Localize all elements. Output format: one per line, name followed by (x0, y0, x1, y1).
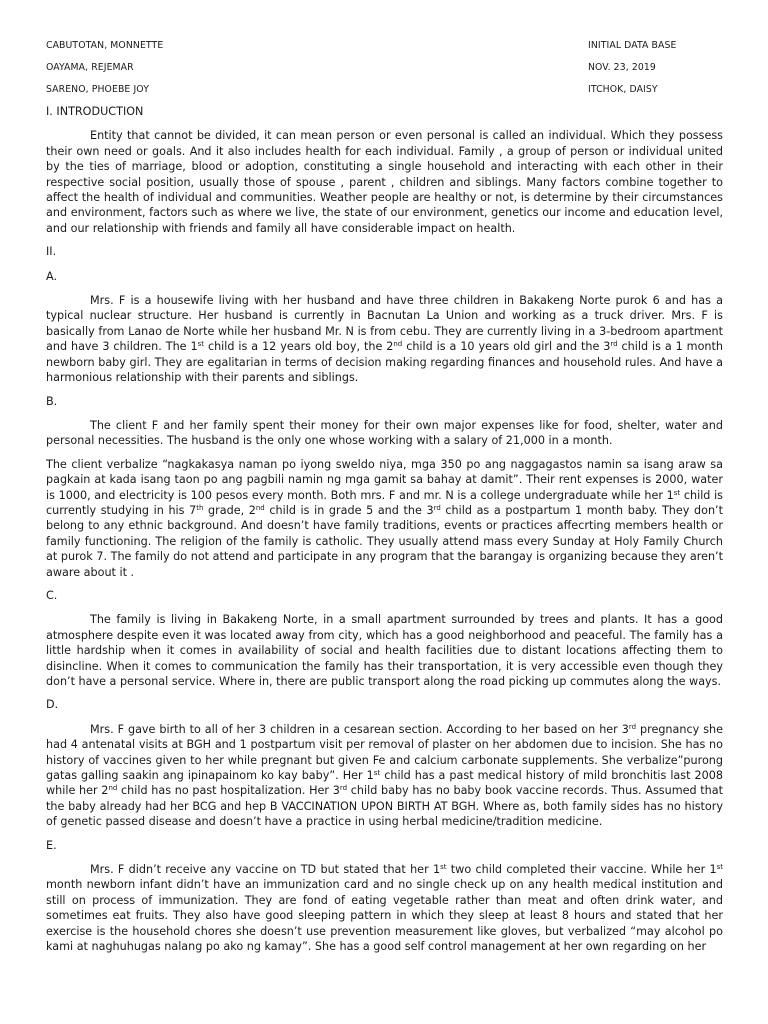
section-heading: I. INTRODUCTION (46, 105, 144, 118)
section-heading: A. (46, 269, 58, 283)
section-b-paragraph: The client verbalize “nagkakasya naman po iyong sweldo niya, mga 350 po ang naggagastos namin sa isang araw sa pagkain at kada isang taon po ang pagbili namin ng mga gamit sa bahay at damit”. Their rent expenses is 2000, water is 1000, and electricity is 100 pesos every month. Both mrs. F and mr. N is a college undergraduate while her 1st child is currently studying in his 7th grade, 2nd child is in grade 5 and the 3rd child as a postpartum 1 month baby. They don’t belong to any ethnic background. And doesn’t have family traditions, events or practices affecrting members health or family functioning. The religion of the family is catholic. They usually attend mass every Sunday at Holy Family Church at purok 7. The family do not attend and participate in any program that the barangay is organizing because they aren’t aware about it . (46, 457, 724, 579)
author-name: CABUTOTAN, MONNETTE (46, 40, 164, 51)
section-heading: II. (46, 245, 57, 259)
document-type: INITIAL DATA BASE (588, 40, 677, 51)
section-heading: E. (46, 838, 57, 852)
instructor-name: ITCHOK, DAISY (588, 84, 658, 95)
section-b-paragraph: The client F and her family spent their money for their own major expenses like for food, shelter, water and personal necessities. The husband is the only one whose working with a salary of 21,000 in a month. (46, 418, 723, 448)
document-date: NOV. 23, 2019 (588, 62, 656, 73)
intro-paragraph: Entity that cannot be divided, it can mean person or even personal is called an individual. Which they possess their own need or goals. And it also includes health for each individual. Family , a group of person or individual united by the ties of marriage, blood or adoption, constituting a single household and interacting with each other in their respective social position, usually those of spouse , parent , children and siblings. Many factors combine together to affect the health of individual and communities. Weather people are healthy or not, is determine by their circumstances and environment, factors such as where we live, the state of our environment, genetics our income and education level, and our relationship with friends and family all have considerable impact on health. (46, 129, 723, 235)
section-c-paragraph: The family is living in Bakakeng Norte, in a small apartment surrounded by trees and plants. It has a good atmosphere despite even it was located away from city, which has a good neighborhood and peaceful. The family has a little hardship when it comes in availability of social and health facilities due to distant locations affecting them to disincline. When it comes to communication the family has their transportation, it is very accessible even though they don’t have a personal service. Where in, there are public transport along the road picking up commutes along the ways. (46, 613, 723, 688)
author-name: OAYAMA, REJEMAR (46, 62, 134, 73)
section-d-paragraph: Mrs. F gave birth to all of her 3 children in a cesarean section. According to her based on her 3rd pregnancy she had 4 antenatal visits at BGH and 1 postpartum visit per removal of plaster on her abdomen due to incision. She has no history of vaccines given to her while pregnant but given Fe and calcium carbonate supplements. She verbalize”purong gatas galling saakin ang ipinapainom ko kay baby”. Her 1st child has a past medical history of mild bronchitis last 2008 while her 2nd child has no past hospitalization. Her 3rd child baby has no baby book vaccine records. Thus. Assumed that the baby already had her BCG and hep B VACCINATION UPON BIRTH AT BGH. Where as, both family sides has no history of genetic passed disease and doesn’t have a practice in using herbal medicine/tradition medicine. (46, 722, 723, 829)
author-name: SARENO, PHOEBE JOY (46, 84, 149, 95)
section-heading: D. (46, 698, 59, 712)
section-heading: C. (46, 588, 58, 602)
document-body (46, 104, 723, 963)
section-a-paragraph: Mrs. F is a housewife living with her husband and have three children in Bakakeng Norte purok 6 and has a typical nuclear structure. Her husband is currently in Bacnutan La Union and working as a truck driver. Mrs. F is basically from Lanao de Norte while her husband Mr. N is from cebu. They are currently living in a 3-bedroom apartment and have 3 children. The 1st child is a 12 years old boy, the 2nd child is a 10 years old girl and the 3rd child is a 1 month newborn baby girl. They are egalitarian in terms of decision making regarding finances and household rules. And have a harmonious relationship with their parents and siblings. (46, 294, 723, 385)
section-e-paragraph: Mrs. F didn’t receive any vaccine on TD but stated that her 1st two child completed their vaccine. While her 1st month newborn infant didn’t have an immunization card and no single check up on any health medical institution and still on process of immunization. They are fond of eating vegetable rather than meat and often drink water, and sometimes eat fruits. They also have good sleeping pattern in which they sleep at least 8 hours and stated that her exercise is the household chores she doesn’t use prevention measurement like gloves, but verbalized “may alcohol po kami at naghuhugas nalang po ako ng kamay”. She has a good self control management at her own regarding on her (46, 863, 723, 954)
section-heading: B. (46, 394, 58, 408)
